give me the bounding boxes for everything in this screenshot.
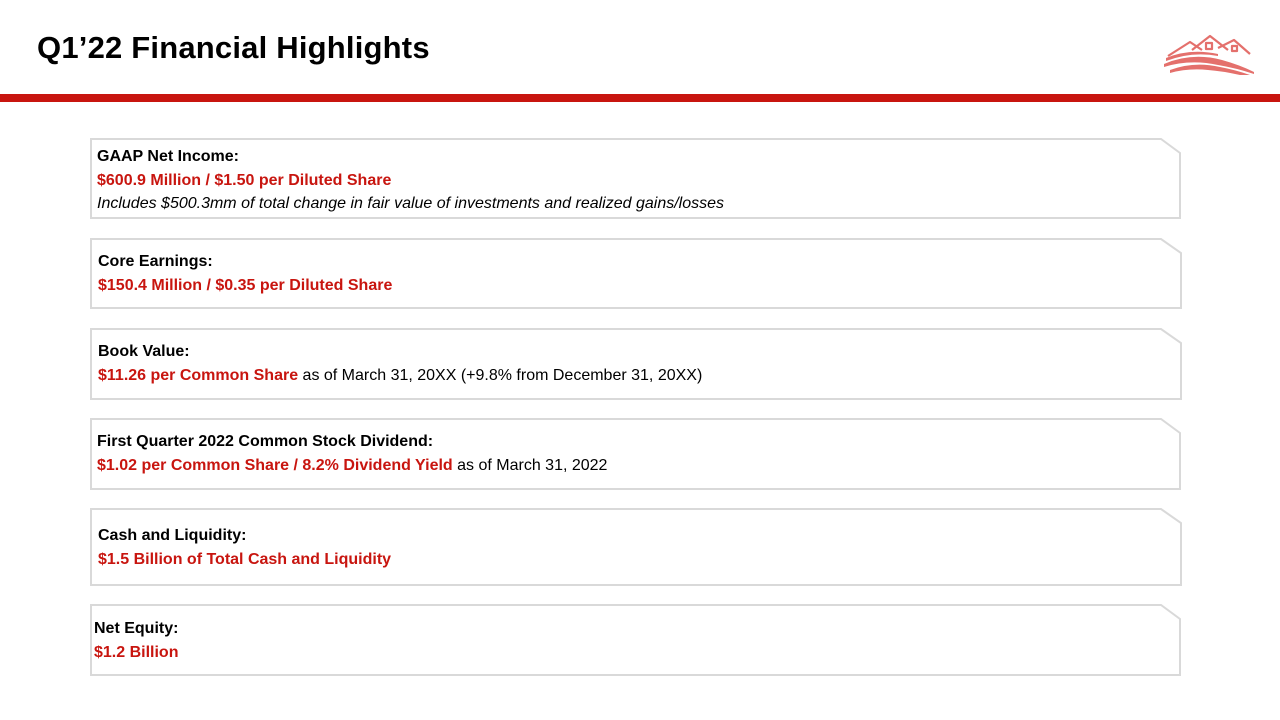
card-detail-text: as of March 31, 20XX (+9.8% from December 31, 20XX) — [298, 366, 703, 384]
highlight-card-net-equity — [90, 604, 1182, 676]
card-highlight-value: $150.4 Million / $0.35 per Diluted Share — [98, 276, 393, 294]
card-label: Cash and Liquidity: — [98, 527, 247, 544]
card-highlight-value: $11.26 per Common Share — [98, 366, 299, 384]
card-detail-text: as of March 31, 2022 — [452, 456, 608, 474]
card-label: Book Value: — [98, 343, 190, 360]
card-highlight-value: $1.02 per Common Share / 8.2% Dividend Yield — [97, 456, 453, 474]
card-label: Net Equity: — [94, 620, 179, 637]
card-note: Includes $500.3mm of total change in fair value of investments and realized gains/losses — [97, 195, 725, 212]
page-title: Q1’22 Financial Highlights — [37, 30, 430, 65]
card-label: Core Earnings: — [98, 253, 213, 270]
highlight-card-dividend — [90, 418, 1182, 490]
card-highlight-value: $1.2 Billion — [94, 643, 179, 661]
highlight-card-core-earnings — [90, 238, 1182, 309]
card-highlight-value: $1.5 Billion of Total Cash and Liquidity — [98, 550, 392, 568]
header-divider — [0, 94, 1280, 102]
card-label: First Quarter 2022 Common Stock Dividend: — [97, 433, 434, 450]
card-highlight-value: $600.9 Million / $1.50 per Diluted Share — [97, 171, 392, 189]
highlight-card-book-value — [90, 328, 1182, 400]
highlight-card-cash-liquidity — [90, 508, 1182, 586]
house-roof-logo-icon — [1162, 34, 1256, 76]
card-label: GAAP Net Income: — [97, 148, 239, 165]
highlight-card-gaap-net-income — [90, 138, 1182, 219]
